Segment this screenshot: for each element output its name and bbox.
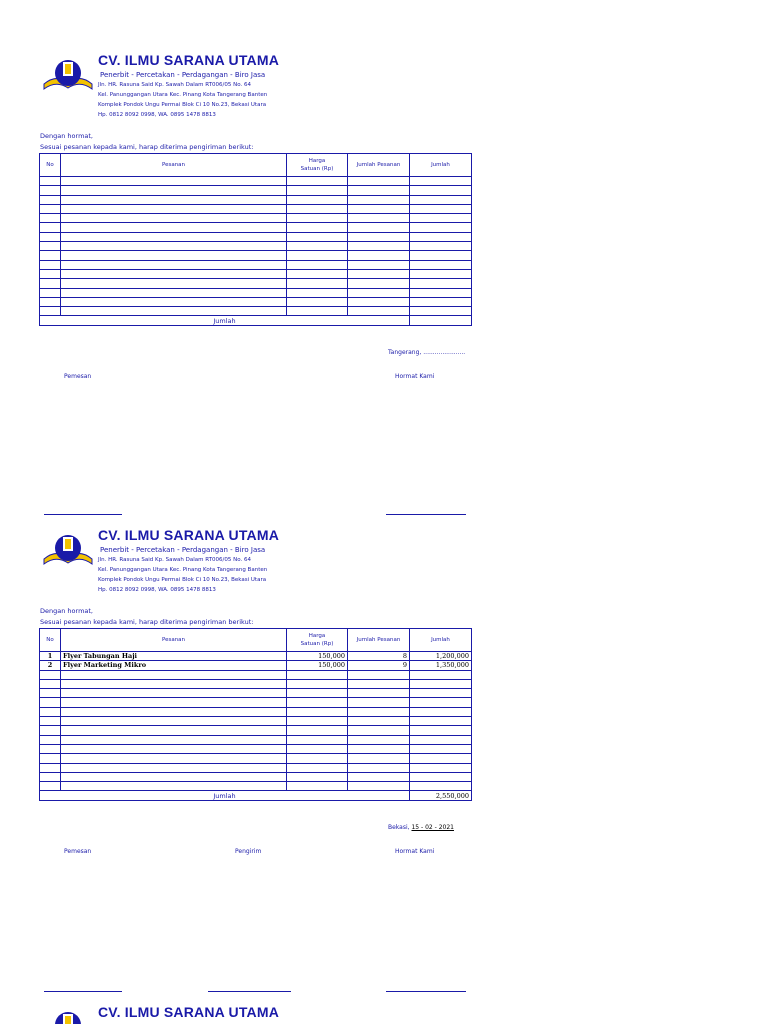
row-item-cell: Flyer Marketing Mikro (61, 661, 287, 670)
row-no-cell (40, 735, 61, 744)
header-price: Harga Satuan (Rp) (287, 154, 348, 177)
row-price-cell: 150,000 (287, 652, 348, 661)
table-row (40, 707, 472, 716)
row-total-cell (410, 223, 472, 232)
row-qty-cell (348, 307, 410, 316)
row-total-cell (410, 782, 472, 791)
row-qty-cell (348, 204, 410, 213)
row-no-cell (40, 698, 61, 707)
company-phone: Hp. 0812 8092 0998, WA. 0895 1478 8813 (98, 112, 216, 118)
row-qty-cell (348, 269, 410, 278)
row-no-cell (40, 754, 61, 763)
row-total-cell (410, 214, 472, 223)
row-no-cell (40, 204, 61, 213)
row-item-cell (61, 763, 287, 772)
company-name: CV. ILMU SARANA UTAMA (98, 527, 280, 543)
row-item-cell (61, 670, 287, 679)
row-total-cell (410, 707, 472, 716)
row-total-cell (410, 242, 472, 251)
row-price-cell (287, 195, 348, 204)
header-total: Jumlah (410, 629, 472, 652)
row-no-cell (40, 717, 61, 726)
row-price-cell (287, 297, 348, 306)
row-total-cell (410, 232, 472, 241)
row-item-cell (61, 297, 287, 306)
row-item-cell (61, 232, 287, 241)
row-no-cell: 1 (40, 652, 61, 661)
row-no-cell: 2 (40, 661, 61, 670)
row-price-cell (287, 744, 348, 753)
row-qty-cell (348, 772, 410, 781)
row-item-cell (61, 269, 287, 278)
row-qty-cell: 9 (348, 661, 410, 670)
row-price-cell: 150,000 (287, 661, 348, 670)
row-price-cell (287, 772, 348, 781)
book-logo-icon (42, 56, 94, 96)
row-qty-cell (348, 186, 410, 195)
company-tagline: Penerbit - Percetakan - Perdagangan - Biro Jasa (100, 71, 266, 79)
row-no-cell (40, 297, 61, 306)
row-total-cell (410, 679, 472, 688)
row-qty-cell (348, 242, 410, 251)
row-total-cell (410, 251, 472, 260)
row-qty-cell (348, 251, 410, 260)
row-total-cell (410, 260, 472, 269)
row-qty-cell: 8 (348, 652, 410, 661)
row-qty-cell (348, 297, 410, 306)
row-no-cell (40, 679, 61, 688)
place-date: Tangerang, ...................... (388, 349, 466, 356)
book-logo-icon (42, 1008, 94, 1024)
table-row (40, 269, 472, 278)
row-price-cell (287, 269, 348, 278)
table-row (40, 177, 472, 186)
row-total-cell (410, 269, 472, 278)
row-qty-cell (348, 689, 410, 698)
signature-line-orderer (44, 991, 122, 992)
row-total-cell (410, 744, 472, 753)
table-row (40, 232, 472, 241)
row-price-cell (287, 307, 348, 316)
signature-line-regards (386, 991, 466, 992)
order-table (39, 628, 472, 801)
row-item-cell (61, 288, 287, 297)
row-no-cell (40, 186, 61, 195)
row-total-cell (410, 735, 472, 744)
row-price-cell (287, 679, 348, 688)
row-no-cell (40, 772, 61, 781)
table-row (40, 260, 472, 269)
row-price-cell (287, 698, 348, 707)
row-no-cell (40, 260, 61, 269)
row-qty-cell (348, 726, 410, 735)
signature-sender-label: Pengirim (235, 848, 262, 855)
row-item-cell (61, 679, 287, 688)
row-item-cell (61, 772, 287, 781)
signature-line-regards (386, 514, 466, 515)
row-item-cell (61, 744, 287, 753)
row-item-cell (61, 260, 287, 269)
row-item-cell (61, 177, 287, 186)
row-item-cell (61, 204, 287, 213)
row-price-cell (287, 689, 348, 698)
total-label: Jumlah (40, 316, 410, 325)
row-qty-cell (348, 744, 410, 753)
company-address-line: Komplek Pondok Ungu Permai Blok Ci 10 No.23, Bekasi Utara (98, 577, 267, 583)
table-row (40, 251, 472, 260)
row-item-cell (61, 698, 287, 707)
row-total-cell (410, 726, 472, 735)
order-form-2 (0, 527, 768, 997)
company-phone: Hp. 0812 8092 0998, WA. 0895 1478 8813 (98, 587, 216, 593)
greeting-line: Dengan hormat, (40, 132, 94, 140)
row-qty-cell (348, 223, 410, 232)
row-total-cell (410, 307, 472, 316)
row-item-cell (61, 307, 287, 316)
table-row (40, 689, 472, 698)
row-qty-cell (348, 782, 410, 791)
signature-orderer-label: Pemesan (64, 848, 92, 855)
row-qty-cell (348, 679, 410, 688)
row-item-cell (61, 251, 287, 260)
row-price-cell (287, 717, 348, 726)
row-item-cell: Flyer Tabungan Haji (61, 652, 287, 661)
table-row (40, 735, 472, 744)
header-no: No (40, 154, 61, 177)
row-item-cell (61, 782, 287, 791)
table-row (40, 242, 472, 251)
row-item-cell (61, 223, 287, 232)
table-row (40, 195, 472, 204)
header-item: Pesanan (61, 629, 287, 652)
row-qty-cell (348, 279, 410, 288)
order-form-3-partial (0, 1004, 768, 1024)
row-qty-cell (348, 707, 410, 716)
row-total-cell: 1,350,000 (410, 661, 472, 670)
order-table (39, 153, 472, 326)
row-price-cell (287, 232, 348, 241)
row-no-cell (40, 670, 61, 679)
row-item-cell (61, 186, 287, 195)
row-qty-cell (348, 232, 410, 241)
row-item-cell (61, 754, 287, 763)
header-item: Pesanan (61, 154, 287, 177)
row-no-cell (40, 223, 61, 232)
row-item-cell (61, 689, 287, 698)
row-price-cell (287, 763, 348, 772)
table-row (40, 763, 472, 772)
place-date: Bekasi, 15 - 02 - 2021 (388, 824, 454, 831)
row-no-cell (40, 726, 61, 735)
row-item-cell (61, 279, 287, 288)
row-price-cell (287, 754, 348, 763)
row-no-cell (40, 177, 61, 186)
header-price: Harga Satuan (Rp) (287, 629, 348, 652)
table-row (40, 744, 472, 753)
table-row (40, 288, 472, 297)
signature-line-orderer (44, 514, 122, 515)
table-row (40, 726, 472, 735)
row-total-cell (410, 717, 472, 726)
row-item-cell (61, 242, 287, 251)
row-qty-cell (348, 260, 410, 269)
row-qty-cell (348, 698, 410, 707)
table-row (40, 698, 472, 707)
signature-line-sender (208, 991, 291, 992)
company-address-line: Komplek Pondok Ungu Permai Blok Ci 10 No.23, Bekasi Utara (98, 102, 267, 108)
table-row (40, 754, 472, 763)
header-qty: Jumlah Pesanan (348, 154, 410, 177)
signature-regards-label: Hormat Kami (395, 373, 435, 380)
row-qty-cell (348, 735, 410, 744)
row-item-cell (61, 195, 287, 204)
row-price-cell (287, 782, 348, 791)
row-total-cell (410, 698, 472, 707)
row-no-cell (40, 195, 61, 204)
table-row (40, 307, 472, 316)
header-no: No (40, 629, 61, 652)
total-label: Jumlah (40, 791, 410, 800)
table-row (40, 679, 472, 688)
row-total-cell (410, 195, 472, 204)
row-total-cell (410, 279, 472, 288)
signature-regards-label: Hormat Kami (395, 848, 435, 855)
greeting-line: Dengan hormat, (40, 607, 94, 615)
grand-total: 2,550,000 (410, 791, 472, 800)
row-price-cell (287, 251, 348, 260)
row-no-cell (40, 763, 61, 772)
row-item-cell (61, 707, 287, 716)
table-row (40, 652, 472, 661)
signature-orderer-label: Pemesan (64, 373, 92, 380)
order-form-1 (0, 52, 768, 522)
row-price-cell (287, 186, 348, 195)
row-price-cell (287, 204, 348, 213)
row-total-cell: 1,200,000 (410, 652, 472, 661)
row-no-cell (40, 307, 61, 316)
table-row (40, 204, 472, 213)
table-row (40, 670, 472, 679)
row-no-cell (40, 242, 61, 251)
row-price-cell (287, 279, 348, 288)
row-total-cell (410, 177, 472, 186)
row-item-cell (61, 726, 287, 735)
row-total-cell (410, 288, 472, 297)
header-qty: Jumlah Pesanan (348, 629, 410, 652)
book-logo-icon (42, 531, 94, 571)
row-total-cell (410, 186, 472, 195)
row-total-cell (410, 763, 472, 772)
row-no-cell (40, 214, 61, 223)
header-total: Jumlah (410, 154, 472, 177)
row-item-cell (61, 717, 287, 726)
row-total-cell (410, 754, 472, 763)
greeting-line: Sesuai pesanan kepada kami, harap diterima pengiriman berikut: (40, 143, 254, 151)
row-price-cell (287, 288, 348, 297)
row-qty-cell (348, 717, 410, 726)
table-row (40, 186, 472, 195)
company-address-line: Kel. Panunggangan Utara Kec. Pinang Kota Tangerang Banten (98, 567, 268, 573)
row-price-cell (287, 707, 348, 716)
row-price-cell (287, 726, 348, 735)
row-qty-cell (348, 754, 410, 763)
row-qty-cell (348, 763, 410, 772)
row-total-cell (410, 204, 472, 213)
table-row (40, 717, 472, 726)
row-no-cell (40, 251, 61, 260)
row-no-cell (40, 744, 61, 753)
row-price-cell (287, 223, 348, 232)
table-row (40, 279, 472, 288)
row-price-cell (287, 214, 348, 223)
row-qty-cell (348, 195, 410, 204)
company-address-line: Jln. HR. Rasuna Said Kp. Sawah Dalam RT006/05 No. 64 (98, 557, 251, 563)
row-no-cell (40, 782, 61, 791)
company-address-line: Jln. HR. Rasuna Said Kp. Sawah Dalam RT006/05 No. 64 (98, 82, 251, 88)
row-no-cell (40, 288, 61, 297)
row-total-cell (410, 689, 472, 698)
company-address-line: Kel. Panunggangan Utara Kec. Pinang Kota Tangerang Banten (98, 92, 268, 98)
table-row (40, 214, 472, 223)
row-item-cell (61, 214, 287, 223)
table-row (40, 297, 472, 306)
grand-total (410, 316, 472, 325)
row-total-cell (410, 297, 472, 306)
row-no-cell (40, 232, 61, 241)
row-no-cell (40, 689, 61, 698)
table-row (40, 661, 472, 670)
greeting-line: Sesuai pesanan kepada kami, harap diterima pengiriman berikut: (40, 618, 254, 626)
company-tagline: Penerbit - Percetakan - Perdagangan - Biro Jasa (100, 546, 266, 554)
row-no-cell (40, 707, 61, 716)
company-name: CV. ILMU SARANA UTAMA (98, 52, 280, 68)
table-row (40, 782, 472, 791)
row-total-cell (410, 772, 472, 781)
table-row (40, 772, 472, 781)
row-price-cell (287, 242, 348, 251)
company-name: CV. ILMU SARANA UTAMA (98, 1004, 280, 1020)
row-price-cell (287, 260, 348, 269)
row-qty-cell (348, 670, 410, 679)
row-no-cell (40, 269, 61, 278)
row-qty-cell (348, 288, 410, 297)
row-price-cell (287, 735, 348, 744)
row-item-cell (61, 735, 287, 744)
row-price-cell (287, 670, 348, 679)
row-no-cell (40, 279, 61, 288)
row-price-cell (287, 177, 348, 186)
row-total-cell (410, 670, 472, 679)
table-row (40, 223, 472, 232)
row-qty-cell (348, 177, 410, 186)
row-qty-cell (348, 214, 410, 223)
